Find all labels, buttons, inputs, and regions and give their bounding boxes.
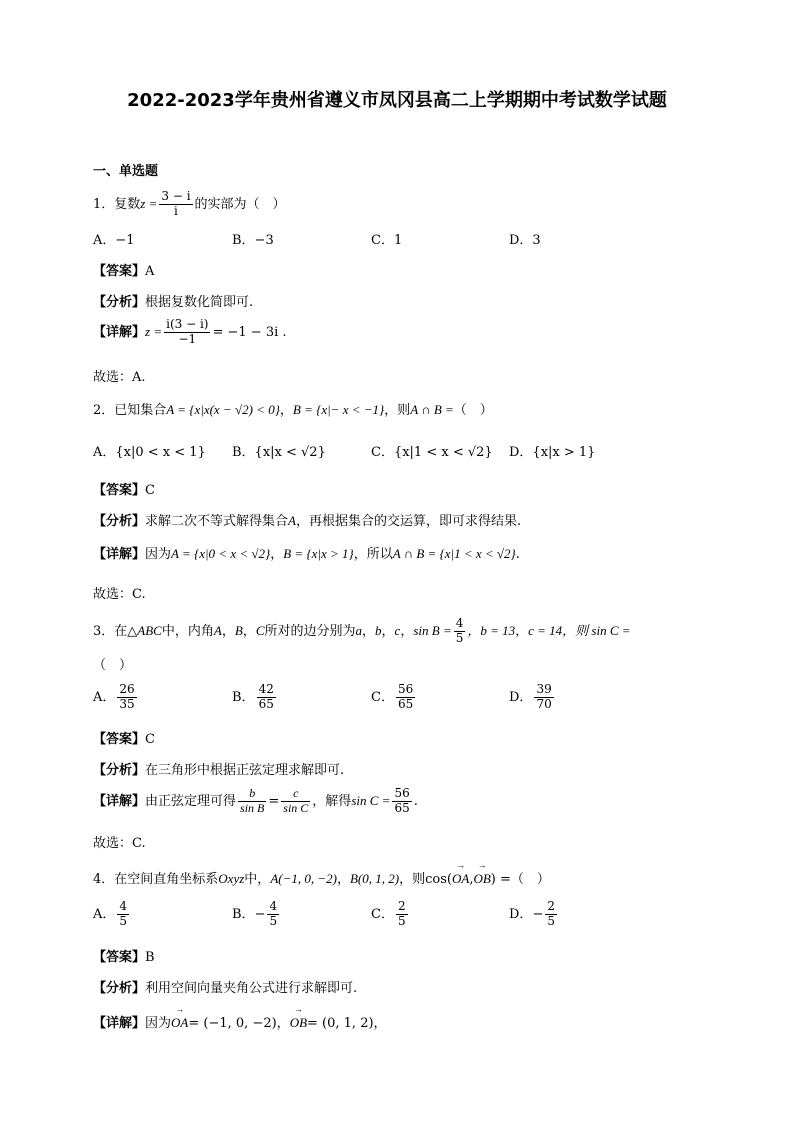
option-b: B．{x|x < √2} xyxy=(232,445,326,460)
set-expression: B = {x|x > 1} xyxy=(283,546,354,561)
detail-label: 【详解】 xyxy=(93,324,146,340)
detail-text: . xyxy=(413,793,418,809)
fraction-numerator: 26 xyxy=(119,682,135,696)
option-c: C．{x|1 < x < √2} xyxy=(371,445,493,460)
detail-text: ，解得 xyxy=(312,793,352,809)
option-d: D．3 xyxy=(509,233,541,248)
fraction-denominator: 5 xyxy=(455,630,464,645)
choose-value: C. xyxy=(132,587,146,602)
detail-label: 【详解】 xyxy=(93,547,146,562)
fraction-denominator: 70 xyxy=(536,696,552,711)
fraction xyxy=(164,318,210,347)
fraction-numerator: 39 xyxy=(536,682,552,696)
option-label: A． xyxy=(93,689,116,705)
point-expression: B(0, 1, 2) xyxy=(349,871,400,886)
answer-value: B xyxy=(145,950,155,965)
stem-text: ，b = 13，c = 14，则 sin C = xyxy=(467,622,631,638)
detail-line xyxy=(93,543,520,562)
question-3-paren: （ ） xyxy=(93,658,133,673)
detail-text: . xyxy=(515,547,520,562)
answer-line xyxy=(93,260,154,279)
answer-label: 【答案】 xyxy=(93,950,146,965)
option-a xyxy=(93,683,139,712)
fraction xyxy=(267,900,279,929)
fraction-numerator: 4 xyxy=(119,899,128,913)
detail-text: ， xyxy=(373,1016,387,1031)
option-label: C． xyxy=(371,906,394,922)
analysis-label: 【分析】 xyxy=(93,981,146,996)
fraction-numerator: 2 xyxy=(397,899,406,913)
fraction xyxy=(117,900,129,929)
answer-value: C xyxy=(145,732,155,747)
fraction-denominator: 65 xyxy=(397,696,414,711)
math-expression: A ∩ B = xyxy=(410,402,454,417)
fraction-denominator: −1 xyxy=(178,331,197,346)
fraction xyxy=(257,683,276,712)
detail-text: = −1 − 3i . xyxy=(212,324,287,340)
stem-text: ，则 xyxy=(399,872,426,887)
detail-text: 因为 xyxy=(145,547,172,562)
question-2-stem xyxy=(93,399,493,418)
fraction xyxy=(396,900,408,929)
equals-sign: = xyxy=(268,793,280,809)
analysis-text: 求解二次不等式解得集合 xyxy=(145,514,289,529)
fraction xyxy=(159,190,192,219)
analysis-label: 【分析】 xyxy=(93,295,146,310)
fraction xyxy=(117,683,136,712)
detail-label: 【详解】 xyxy=(93,793,146,809)
choose-line xyxy=(93,832,146,851)
choose-label: 故选： xyxy=(93,370,133,385)
detail-label: 【详解】 xyxy=(93,1016,146,1031)
fraction-numerator: 2 xyxy=(547,899,555,913)
question-1-options xyxy=(93,229,693,247)
math-expression: sin B = xyxy=(413,622,452,638)
option-b xyxy=(232,683,278,712)
choose-value: A. xyxy=(132,370,146,385)
analysis-label: 【分析】 xyxy=(93,514,146,529)
stem-text: 在 xyxy=(114,623,128,639)
math-var: B xyxy=(234,622,243,638)
stem-text: （ ） xyxy=(453,403,493,418)
analysis-line xyxy=(93,510,521,529)
fraction-denominator: 5 xyxy=(397,913,406,928)
fraction-denominator: 65 xyxy=(258,696,274,711)
analysis-line xyxy=(93,759,344,778)
fraction-numerator: c xyxy=(281,787,310,802)
option-label: C． xyxy=(371,689,394,705)
set-expression: A ∩ B = {x|1 < x < √2} xyxy=(392,546,516,561)
detail-line xyxy=(93,318,287,347)
detail-text: = (−1, 0, −2) xyxy=(188,1016,277,1031)
option-a: A．−1 xyxy=(93,233,135,248)
section-heading: 一、单选题 xyxy=(93,164,159,179)
question-number: 4． xyxy=(93,872,115,887)
question-number: 3． xyxy=(93,623,115,639)
vector: → OA xyxy=(171,1015,188,1031)
fraction xyxy=(545,900,557,929)
fraction-numerator: 56 xyxy=(394,786,410,800)
option-a: A．{x|0 < x < 1} xyxy=(93,445,206,460)
stem-text: 中， xyxy=(244,872,271,887)
option-d xyxy=(509,683,556,712)
fraction-numerator: i(3 − i) xyxy=(166,317,209,331)
detail-text: = (0, 1, 2) xyxy=(307,1016,374,1031)
math-var: A xyxy=(288,513,296,528)
separator: , xyxy=(469,872,474,887)
fraction-denominator: 65 xyxy=(394,800,410,815)
stem-text: 中，内角 xyxy=(161,623,214,639)
fraction xyxy=(454,617,466,646)
option-label: B． xyxy=(232,689,255,705)
detail-text: ， xyxy=(276,1016,290,1031)
fraction-denominator: sin B xyxy=(240,800,265,815)
fraction-numerator: 42 xyxy=(258,682,274,696)
fraction xyxy=(392,787,411,816)
answer-value: A xyxy=(145,264,155,279)
analysis-text: 根据复数化简即可. xyxy=(145,295,254,310)
math-expression: sin C = xyxy=(351,792,391,808)
analysis-text: ，再根据集合的交运算，即可求得结果. xyxy=(295,514,522,529)
fraction xyxy=(534,683,553,712)
fraction-denominator: i xyxy=(174,203,178,218)
question-3-options xyxy=(93,683,693,719)
fraction-numerator: 56 xyxy=(397,682,414,696)
analysis-text: 在三角形中根据正弦定理求解即可. xyxy=(145,763,345,778)
question-number: 2． xyxy=(93,403,115,418)
fraction-numerator: 3 − i xyxy=(161,189,191,203)
stem-text: 复数 xyxy=(114,196,141,212)
separator: ， xyxy=(362,623,376,639)
separator: ， xyxy=(242,623,256,639)
math-var: Oxyz xyxy=(218,871,245,886)
math-var: C xyxy=(255,622,265,638)
detail-line xyxy=(93,787,418,816)
detail-text: ，所以 xyxy=(353,547,393,562)
vector: → OB xyxy=(473,871,490,887)
detail-text: 由正弦定理可得 xyxy=(145,793,237,809)
option-c xyxy=(371,683,417,712)
answer-line xyxy=(93,946,155,965)
choose-label: 故选： xyxy=(93,587,133,602)
stem-text: ， xyxy=(336,872,350,887)
option-sign: − xyxy=(532,906,544,922)
vector: → OB xyxy=(290,1015,307,1031)
option-label: B． xyxy=(232,906,255,922)
question-3-stem xyxy=(93,617,631,646)
stem-text: ， xyxy=(279,403,293,418)
stem-text: 所对的边分别为 xyxy=(264,623,356,639)
option-c: C．1 xyxy=(371,233,403,248)
question-1-stem xyxy=(93,190,286,219)
question-number: 1． xyxy=(93,196,115,212)
option-d xyxy=(509,900,559,929)
math-var: c xyxy=(394,622,401,638)
stem-text: （ ） xyxy=(510,872,550,887)
detail-text: 因为 xyxy=(145,1016,172,1031)
fraction-denominator: 5 xyxy=(547,913,555,928)
choose-value: C. xyxy=(132,836,146,851)
analysis-line xyxy=(93,977,357,996)
option-label: A． xyxy=(93,906,116,922)
set-expression: A = {x|0 < x < √2} xyxy=(171,546,271,561)
choose-line xyxy=(93,583,146,602)
fraction-denominator: 5 xyxy=(119,913,128,928)
math-var: z = xyxy=(140,195,158,211)
vector: → OA xyxy=(452,871,469,887)
option-label: D． xyxy=(509,906,533,922)
math-var: a xyxy=(355,622,362,638)
answer-line xyxy=(93,728,155,747)
fraction xyxy=(238,787,266,816)
fraction-numerator: 4 xyxy=(269,899,278,913)
set-expression: A = {x|x(x − √2) < 0} xyxy=(166,402,280,417)
math-var: △ABC xyxy=(127,622,162,638)
answer-line xyxy=(93,479,155,498)
option-a xyxy=(93,900,131,929)
option-b: B．−3 xyxy=(232,233,274,248)
option-b xyxy=(232,900,281,929)
fraction-numerator: b xyxy=(238,787,266,802)
fraction-numerator: 4 xyxy=(455,616,464,630)
separator: ， xyxy=(400,623,414,639)
analysis-label: 【分析】 xyxy=(93,763,146,778)
stem-text: 在空间直角坐标系 xyxy=(114,872,219,887)
choose-label: 故选： xyxy=(93,836,133,851)
answer-value: C xyxy=(145,483,155,498)
question-4-options xyxy=(93,900,693,936)
stem-text: 已知集合 xyxy=(114,403,167,418)
detail-line xyxy=(93,1012,387,1031)
question-4-stem xyxy=(93,868,550,887)
detail-text: ， xyxy=(270,547,284,562)
answer-label: 【答案】 xyxy=(93,264,146,279)
fraction-denominator: sin C xyxy=(283,800,309,815)
fraction xyxy=(281,787,310,816)
option-d: D．{x|x > 1} xyxy=(509,445,596,460)
set-expression: B = {x|− x < −1} xyxy=(292,402,385,417)
math-func: ) = xyxy=(490,872,511,887)
separator: ， xyxy=(221,623,235,639)
page-title: 2022-2023学年贵州省遵义市凤冈县高二上学期期中考试数学试题 xyxy=(127,90,667,111)
question-2-options xyxy=(93,441,693,459)
option-label: D． xyxy=(509,689,533,705)
point-expression: A(−1, 0, −2) xyxy=(270,871,337,886)
analysis-line xyxy=(93,291,253,310)
answer-label: 【答案】 xyxy=(93,483,146,498)
fraction-denominator: 35 xyxy=(119,696,135,711)
choose-line xyxy=(93,366,146,385)
analysis-text: 利用空间向量夹角公式进行求解即可. xyxy=(145,981,358,996)
math-var: z = xyxy=(145,323,163,339)
option-sign: − xyxy=(254,906,266,922)
stem-text: 的实部为（ ） xyxy=(194,196,286,212)
math-var: b xyxy=(375,622,382,638)
math-var: A xyxy=(213,622,222,638)
option-c xyxy=(371,900,410,929)
fraction-denominator: 5 xyxy=(269,913,278,928)
separator: ， xyxy=(381,623,395,639)
math-func: cos( xyxy=(425,872,452,887)
answer-label: 【答案】 xyxy=(93,732,146,747)
fraction xyxy=(396,683,415,712)
stem-text: ，则 xyxy=(384,403,411,418)
